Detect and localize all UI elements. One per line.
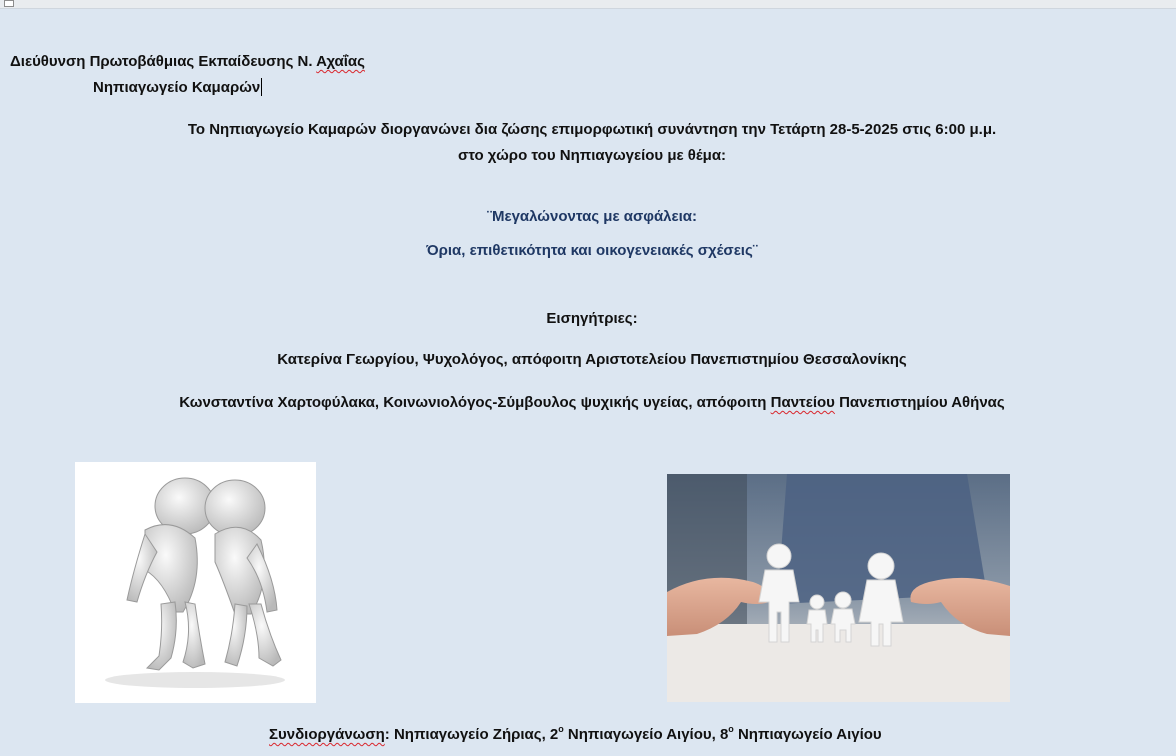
text-cursor: [261, 78, 262, 96]
directorate-region: Αχαΐας: [316, 53, 365, 70]
directorate-line: [10, 53, 365, 70]
speaker-1: Κατερίνα Γεωργίου, Ψυχολόγος, απόφοιτη Αριστοτελείου Πανεπιστημίου Θεσσαλονίκης: [277, 351, 907, 368]
family-paper-cutout-photo: [667, 474, 1010, 702]
family-cutout-image: [667, 474, 1010, 702]
topic-line-1: ¨Μεγαλώνοντας με ασφάλεια:: [486, 208, 698, 225]
speaker-2-university: Παντείου: [770, 394, 835, 411]
footer-line: [269, 726, 882, 743]
topic-line-2: Όρια, επιθετικότητα και οικογενειακές σχέσεις¨: [426, 242, 758, 259]
two-figures-illustration: [75, 462, 316, 703]
footer-ordinal-2: ο: [728, 724, 734, 734]
footer-text-1: : Νηπιαγωγείο Ζήριας, 2: [384, 726, 559, 743]
announcement-line-2: στο χώρο του Νηπιαγωγείου με θέμα:: [457, 147, 727, 164]
school-line: [93, 78, 262, 96]
window-top-bar: [0, 0, 1176, 9]
footer-label: Συνδιοργάνωση: [269, 726, 385, 743]
school-name: Νηπιαγωγείο Καμαρών: [93, 79, 261, 96]
announcement-line-1: Το Νηπιαγωγείο Καμαρών διοργανώνει δια ζώσης επιμορφωτική συνάντηση την Τετάρτη 28-5-2025 στις 6:00 μ.μ.: [187, 121, 997, 138]
directorate-text: Διεύθυνση Πρωτοβάθμιας Εκπαίδευσης Ν.: [10, 53, 317, 70]
footer-text-2: Νηπιαγωγείο Αιγίου, 8: [563, 726, 729, 743]
speaker-2: [0, 394, 1176, 411]
select-all-box[interactable]: [4, 0, 14, 7]
footer-ordinal-1: ο: [558, 724, 564, 734]
speaker-2-text: Κωνσταντίνα Χαρτοφύλακα, Κοινωνιολόγος-Σύμβουλος ψυχικής υγείας, απόφοιτη: [179, 394, 771, 411]
two-figures-image: [75, 462, 316, 703]
footer-text-3: Νηπιαγωγείο Αιγίου: [733, 726, 882, 743]
speaker-2-text-end: Πανεπιστημίου Αθήνας: [834, 394, 1005, 411]
speakers-heading: Εισηγήτριες:: [546, 310, 638, 327]
